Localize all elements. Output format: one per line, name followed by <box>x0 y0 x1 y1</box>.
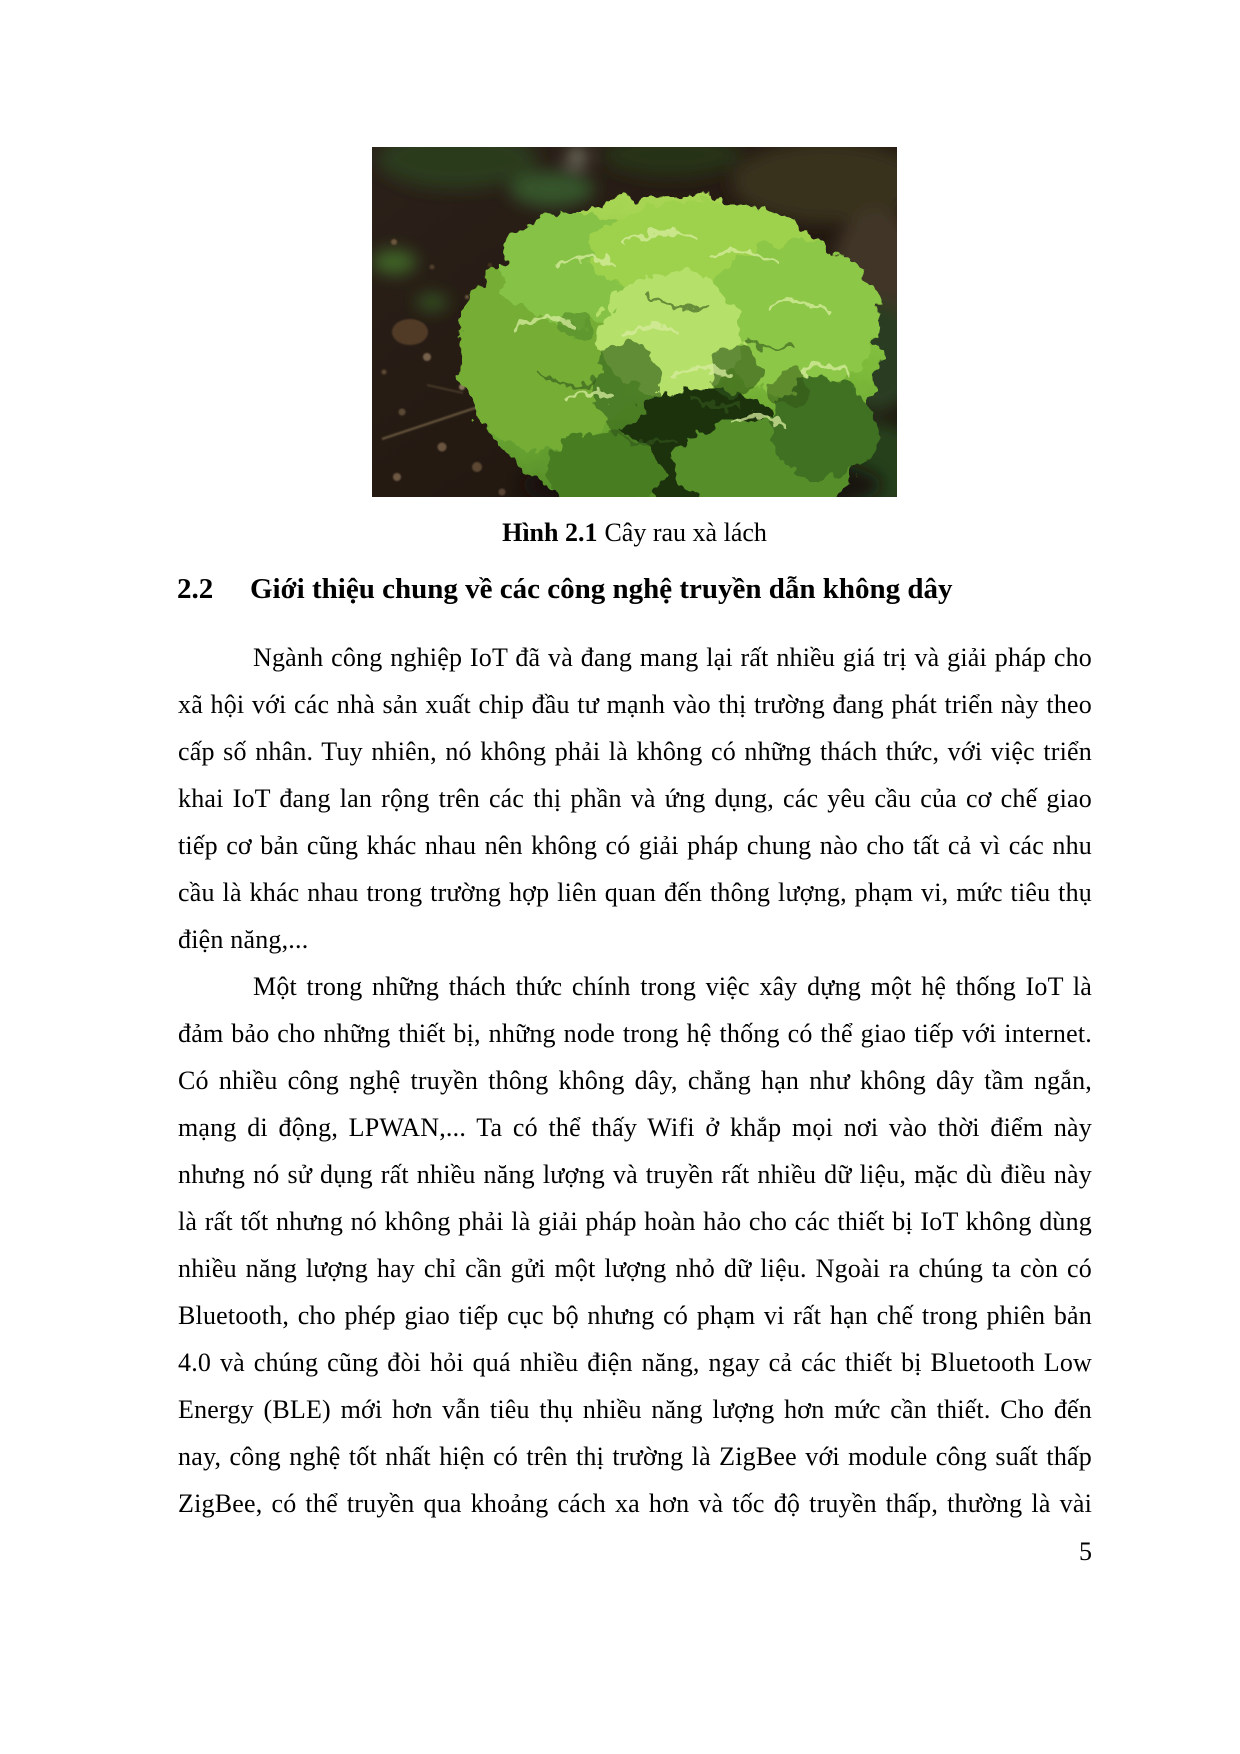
lettuce-photo <box>372 147 897 497</box>
section-heading <box>177 571 1107 607</box>
figure-image <box>372 147 897 497</box>
body-text <box>178 634 1092 1527</box>
page-number: 5 <box>1079 1537 1092 1566</box>
figure-caption <box>372 517 897 549</box>
paragraph-1: Ngành công nghiệp IoT đã và đang mang lại rất nhiều giá trị và giải pháp cho xã hội với các nhà sản xuất chip đầu tư mạnh vào thị trường đang phát triển này theo cấp số nhân. Tuy nhiên, nó không phải là không có những thách thức, với việc triển khai IoT đang lan rộng trên các thị phần và ứng dụng, các yêu cầu của cơ chế giao tiếp cơ bản cũng khác nhau nên không có giải pháp chung nào cho tất cả vì các nhu cầu là khác nhau trong trường hợp liên quan đến thông lượng, phạm vi, mức tiêu thụ điện năng,... <box>178 643 1092 954</box>
section-heading-number: 2.2 <box>177 573 214 605</box>
section-heading-title: Giới thiệu chung về các công nghệ truyền dẫn không dây <box>250 573 953 605</box>
figure-caption-text: Cây rau xà lách <box>604 518 767 547</box>
figure-caption-label: Hình 2.1 <box>502 518 598 547</box>
paragraph-2: Một trong những thách thức chính trong việc xây dựng một hệ thống IoT là đảm bảo cho những thiết bị, những node trong hệ thống có thể giao tiếp với internet. Có nhiều công nghệ truyền thông không dây, chẳng hạn như không dây tầm ngắn, mạng di động, LPWAN,... Ta có thể thấy Wifi ở khắp mọi nơi vào thời điểm này nhưng nó sử dụng rất nhiều năng lượng và truyền rất nhiều dữ liệu, mặc dù điều này là rất tốt nhưng nó không phải là giải pháp hoàn hảo cho các thiết bị IoT không dùng nhiều năng lượng hay chỉ cần gửi một lượng nhỏ dữ liệu. Ngoài ra chúng ta còn có Bluetooth, cho phép giao tiếp cục bộ nhưng có phạm vi rất hạn chế trong phiên bản 4.0 và chúng cũng đòi hỏi quá nhiều điện năng, ngay cả các thiết bị Bluetooth Low Energy (BLE) mới hơn vẫn tiêu thụ nhiều năng lượng hơn mức cần thiết. Cho đến nay, công nghệ tốt nhất hiện có trên thị trường là ZigBee với module công suất thấp ZigBee, có thể truyền qua khoảng cách xa hơn và tốc độ truyền thấp, thường là vài <box>178 972 1092 1518</box>
